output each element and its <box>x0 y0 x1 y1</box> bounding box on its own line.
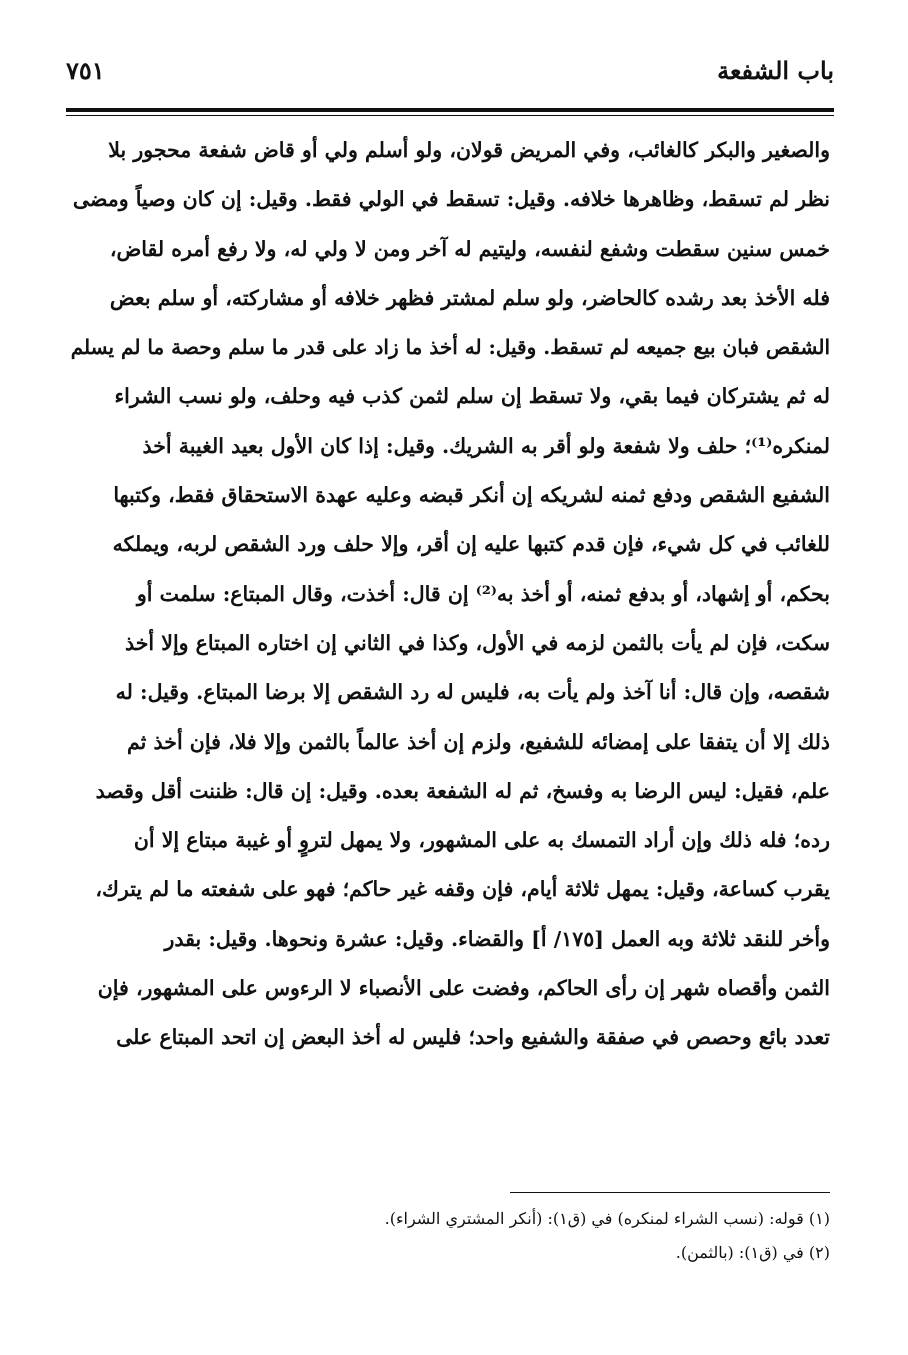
text-line: تعدد بائع وحصص في صفقة والشفيع واحد؛ فليس له أخذ البعض إن اتحد المبتاع على <box>116 1025 830 1050</box>
text-line: للغائب في كل شيء، فإن قدم كتبها عليه إن أقر، وإلا حلف ورد الشقص لربه، ويملكه <box>112 532 830 557</box>
main-text <box>70 126 830 1063</box>
text-line: فله الأخذ بعد رشده كالحاضر، ولو سلم لمشتر فظهر خلافه أو مشاركته، أو سلم بعض <box>109 285 830 310</box>
text-line: خمس سنين سقطت وشفع لنفسه، وليتيم له آخر ومن لا ولي له، ولا رفع أمره لقاض، <box>109 236 830 261</box>
text-line: الشقص فبان بيع جميعه لم تسقط. وقيل: له أخذ ما زاد على قدر ما سلم وحصة ما لم يسلم <box>70 335 830 360</box>
text-line: يقرب كساعة، وقيل: يمهل ثلاثة أيام، فإن وقفه غير حاكم؛ فهو على شفعته ما لم يترك، <box>95 877 830 902</box>
text-line: ذلك إلا أن يتفقا على إمضائه للشفيع، ولزم إن أخذ عالماً بالثمن وإلا فلا، فإن أخذ ثم <box>127 729 830 754</box>
running-head <box>66 52 834 96</box>
text-line: سكت، فإن لم يأت بالثمن لزمه في الأول، وكذا في الثاني إن اختاره المبتاع وإلا أخذ <box>124 630 830 655</box>
text-line: الثمن وأقصاه شهر إن رأى الحاكم، وفضت على الأنصباء لا الرءوس على المشهور، فإن <box>97 976 830 1001</box>
footnote: (٢) في (ق١): (بالثمن). <box>675 1243 830 1262</box>
text-line: نظر لم تسقط، وظاهرها خلافه. وقيل: تسقط في الولي فقط. وقيل: إن كان وصياً ومضى <box>72 187 830 212</box>
header-rule-thick <box>66 108 834 112</box>
page-number: ٧٥١ <box>66 56 105 85</box>
footnote: (١) قوله: (نسب الشراء لمنكره) في (ق١): (أنكر المشتري الشراء). <box>384 1209 830 1228</box>
chapter-title: باب الشفعة <box>717 56 834 85</box>
text-line: والصغير والبكر كالغائب، وفي المريض قولان، ولو أسلم ولي أو قاض شفعة محجور بلا <box>108 138 830 162</box>
header-rule-thin <box>66 115 834 116</box>
text-line: وأخر للنقد ثلاثة وبه العمل [١٧٥/ أ] والقضاء. وقيل: عشرة ونحوها. وقيل: بقدر <box>164 926 830 951</box>
text-line: الشفيع الشقص ودفع ثمنه لشريكه إن أنكر قبضه وعليه عهدة الاستحقاق فقط، وكتبها <box>113 483 830 508</box>
text-line: شقصه، وإن قال: أنا آخذ ولم يأت به، فليس له رد الشقص إلا برضا المبتاع. وقيل: له <box>115 680 830 705</box>
text-line: بحكم، أو إشهاد، أو بدفع ثمنه، أو أخذ به⁽²⁾ إن قال: أخذت، وقال المبتاع: سلمت أو <box>136 581 830 606</box>
text-line: رده؛ فله ذلك وإن أراد التمسك به على المشهور، ولا يمهل لتروٍ أو غيبة مبتاع إلا أن <box>133 828 830 853</box>
footnote-separator <box>510 1192 830 1193</box>
footnotes <box>70 1202 830 1270</box>
text-line: له ثم يشتركان فيما بقي، ولا تسقط إن سلم لثمن كذب فيه وحلف، ولو نسب الشراء <box>114 384 830 409</box>
text-line: علم، فقيل: ليس الرضا به وفسخ، ثم له الشفعة بعده. وقيل: إن قال: ظننت أقل وقصد <box>95 778 830 803</box>
text-line: لمنكره⁽¹⁾؛ حلف ولا شفعة ولو أقر به الشريك. وقيل: إذا كان الأول بعيد الغيبة أخذ <box>142 433 830 458</box>
